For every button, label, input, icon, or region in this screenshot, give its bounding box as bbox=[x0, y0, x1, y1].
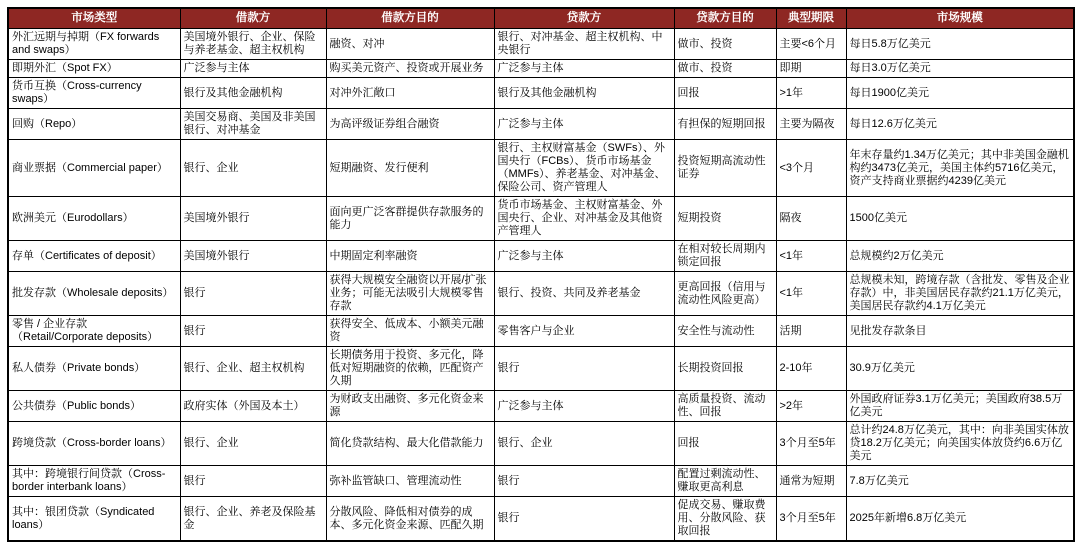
table-cell: 年末存量约1.34万亿美元；其中非美国金融机构约3473亿美元，美国主体约5716亿美元，资产支持商业票据约4239亿美元 bbox=[846, 140, 1074, 197]
table-cell: 短期投资 bbox=[674, 197, 776, 241]
table-cell: 分散风险、降低相对债券的成本、多元化资金来源、匹配久期 bbox=[326, 497, 494, 542]
table-cell: 对冲外汇敞口 bbox=[326, 78, 494, 109]
table-cell: 2-10年 bbox=[776, 347, 846, 391]
table-cell: 银行、投资、共同及养老基金 bbox=[494, 272, 674, 316]
table-cell: <1年 bbox=[776, 272, 846, 316]
table-cell: 货币互换（Cross-currency swaps） bbox=[8, 78, 180, 109]
table-cell: 银行、对冲基金、超主权机构、中央银行 bbox=[494, 29, 674, 60]
table-cell: 长期投资回报 bbox=[674, 347, 776, 391]
table-cell: 银行 bbox=[494, 347, 674, 391]
table-cell: 货币市场基金、主权财富基金、外国央行、企业、对冲基金及其他资产管理人 bbox=[494, 197, 674, 241]
table-row bbox=[8, 466, 1074, 497]
table-cell: 2025年新增6.8万亿美元 bbox=[846, 497, 1074, 542]
table-cell: 银行、企业 bbox=[180, 140, 326, 197]
table-cell: 总规模约2万亿美元 bbox=[846, 241, 1074, 272]
table-cell: 银行、企业、超主权机构 bbox=[180, 347, 326, 391]
table-cell: >1年 bbox=[776, 78, 846, 109]
table-cell: 欧洲美元（Eurodollars） bbox=[8, 197, 180, 241]
header-cell-6: 市场规模 bbox=[846, 8, 1074, 29]
table-cell: 有担保的短期回报 bbox=[674, 109, 776, 140]
table-cell: 美国交易商、美国及非美国银行、对冲基金 bbox=[180, 109, 326, 140]
table-cell: 主要为隔夜 bbox=[776, 109, 846, 140]
table-cell: 美国境外银行 bbox=[180, 197, 326, 241]
table-cell: 银行 bbox=[180, 466, 326, 497]
table-cell: 广泛参与主体 bbox=[180, 60, 326, 78]
table-row bbox=[8, 29, 1074, 60]
table-cell: 做市、投资 bbox=[674, 29, 776, 60]
header-cell-4: 贷款方目的 bbox=[674, 8, 776, 29]
table-cell: 高质量投资、流动性、回报 bbox=[674, 391, 776, 422]
table-cell: 政府实体（外国及本土） bbox=[180, 391, 326, 422]
table-row bbox=[8, 140, 1074, 197]
table-cell: 每日1900亿美元 bbox=[846, 78, 1074, 109]
table-cell: 批发存款（Wholesale deposits） bbox=[8, 272, 180, 316]
table-cell: >2年 bbox=[776, 391, 846, 422]
table-cell: 广泛参与主体 bbox=[494, 109, 674, 140]
table-cell: 安全性与流动性 bbox=[674, 316, 776, 347]
table-cell: 外国政府证券3.1万亿美元；美国政府38.5万亿美元 bbox=[846, 391, 1074, 422]
table-cell: 银行及其他金融机构 bbox=[180, 78, 326, 109]
table-cell: 长期债务用于投资、多元化，降低对短期融资的依赖，匹配资产久期 bbox=[326, 347, 494, 391]
table-cell: 更高回报（信用与流动性风险更高） bbox=[674, 272, 776, 316]
table-cell: 回报 bbox=[674, 422, 776, 466]
table-cell: 配置过剩流动性、赚取更高利息 bbox=[674, 466, 776, 497]
table-cell: 总计约24.8万亿美元，其中：向非美国实体放贷18.2万亿美元；向美国实体放贷约6.6万亿美元 bbox=[846, 422, 1074, 466]
table-cell: 为高评级证券组合融资 bbox=[326, 109, 494, 140]
table-cell: 回报 bbox=[674, 78, 776, 109]
table-cell: 见批发存款条目 bbox=[846, 316, 1074, 347]
table-cell: 总规模未知，跨境存款（含批发、零售及企业存款）中，非美国居民存款约21.1万亿美元，美国居民存款约4.1万亿美元 bbox=[846, 272, 1074, 316]
table-cell: 银行 bbox=[494, 497, 674, 542]
table-cell: 美国境外银行、企业、保险与养老基金、超主权机构 bbox=[180, 29, 326, 60]
table-cell: <1年 bbox=[776, 241, 846, 272]
table-cell: 主要<6个月 bbox=[776, 29, 846, 60]
table-cell: 跨境贷款（Cross-border loans） bbox=[8, 422, 180, 466]
table-cell: 融资、对冲 bbox=[326, 29, 494, 60]
table-cell: 短期融资、发行便利 bbox=[326, 140, 494, 197]
table-cell: 3个月至5年 bbox=[776, 422, 846, 466]
table-cell: 做市、投资 bbox=[674, 60, 776, 78]
header-cell-0: 市场类型 bbox=[8, 8, 180, 29]
table-cell: 3个月至5年 bbox=[776, 497, 846, 542]
table-cell: 美国境外银行 bbox=[180, 241, 326, 272]
table-row bbox=[8, 422, 1074, 466]
table-cell: 为财政支出融资、多元化资金来源 bbox=[326, 391, 494, 422]
table-cell: 银行 bbox=[494, 466, 674, 497]
table-cell: 每日12.6万亿美元 bbox=[846, 109, 1074, 140]
header-cell-1: 借款方 bbox=[180, 8, 326, 29]
table-cell: 1500亿美元 bbox=[846, 197, 1074, 241]
table-cell: 购买美元资产、投资或开展业务 bbox=[326, 60, 494, 78]
table-row bbox=[8, 197, 1074, 241]
table-cell: 银行 bbox=[180, 272, 326, 316]
header-row bbox=[8, 8, 1074, 29]
header-cell-5: 典型期限 bbox=[776, 8, 846, 29]
table-cell: 每日3.0万亿美元 bbox=[846, 60, 1074, 78]
table-cell: 零售 / 企业存款（Retail/Corporate deposits） bbox=[8, 316, 180, 347]
table-cell: 其中：银团贷款（Syndicated loans） bbox=[8, 497, 180, 542]
table-cell: 获得安全、低成本、小额美元融资 bbox=[326, 316, 494, 347]
table-row bbox=[8, 109, 1074, 140]
table-row bbox=[8, 241, 1074, 272]
table-cell: 获得大规模安全融资以开展/扩张业务；可能无法吸引大规模零售存款 bbox=[326, 272, 494, 316]
table-row bbox=[8, 391, 1074, 422]
table-cell: 银行、企业、养老及保险基金 bbox=[180, 497, 326, 542]
table-cell: 活期 bbox=[776, 316, 846, 347]
table-cell: 简化贷款结构、最大化借款能力 bbox=[326, 422, 494, 466]
table-cell: 隔夜 bbox=[776, 197, 846, 241]
table-cell: 广泛参与主体 bbox=[494, 241, 674, 272]
table-cell: 银行及其他金融机构 bbox=[494, 78, 674, 109]
table-cell: 促成交易、赚取费用、分散风险、获取回报 bbox=[674, 497, 776, 542]
table-cell: 中期固定利率融资 bbox=[326, 241, 494, 272]
dollar-funding-markets-table bbox=[7, 7, 1075, 542]
table-cell: 广泛参与主体 bbox=[494, 60, 674, 78]
table-cell: 每日5.8万亿美元 bbox=[846, 29, 1074, 60]
table-cell: 银行、主权财富基金（SWFs）、外国央行（FCBs）、货币市场基金（MMFs）、养老基金、对冲基金、保险公司、资产管理人 bbox=[494, 140, 674, 197]
table-cell: 商业票据（Commercial paper） bbox=[8, 140, 180, 197]
table-cell: 即期 bbox=[776, 60, 846, 78]
table-row bbox=[8, 316, 1074, 347]
table-row bbox=[8, 78, 1074, 109]
table-cell: 在相对较长周期内锁定回报 bbox=[674, 241, 776, 272]
table-cell: 即期外汇（Spot FX） bbox=[8, 60, 180, 78]
table-cell: <3个月 bbox=[776, 140, 846, 197]
table-cell: 私人债券（Private bonds） bbox=[8, 347, 180, 391]
table-cell: 弥补监管缺口、管理流动性 bbox=[326, 466, 494, 497]
table-row bbox=[8, 347, 1074, 391]
table-cell: 零售客户与企业 bbox=[494, 316, 674, 347]
table-cell: 7.8万亿美元 bbox=[846, 466, 1074, 497]
table-cell: 其中：跨境银行间贷款（Cross-border interbank loans） bbox=[8, 466, 180, 497]
table-row bbox=[8, 60, 1074, 78]
table-cell: 回购（Repo） bbox=[8, 109, 180, 140]
table-cell: 广泛参与主体 bbox=[494, 391, 674, 422]
table-row bbox=[8, 497, 1074, 542]
table-cell: 银行、企业 bbox=[180, 422, 326, 466]
table-cell: 公共债券（Public bonds） bbox=[8, 391, 180, 422]
table-cell: 30.9万亿美元 bbox=[846, 347, 1074, 391]
table-cell: 通常为短期 bbox=[776, 466, 846, 497]
table-cell: 面向更广泛客群提供存款服务的能力 bbox=[326, 197, 494, 241]
table-cell: 投资短期高流动性证券 bbox=[674, 140, 776, 197]
table-row bbox=[8, 272, 1074, 316]
table-cell: 银行 bbox=[180, 316, 326, 347]
table-cell: 银行、企业 bbox=[494, 422, 674, 466]
header-cell-2: 借款方目的 bbox=[326, 8, 494, 29]
table-cell: 外汇远期与掉期（FX forwards and swaps） bbox=[8, 29, 180, 60]
header-cell-3: 贷款方 bbox=[494, 8, 674, 29]
table-body bbox=[8, 29, 1074, 542]
table-cell: 存单（Certificates of deposit） bbox=[8, 241, 180, 272]
